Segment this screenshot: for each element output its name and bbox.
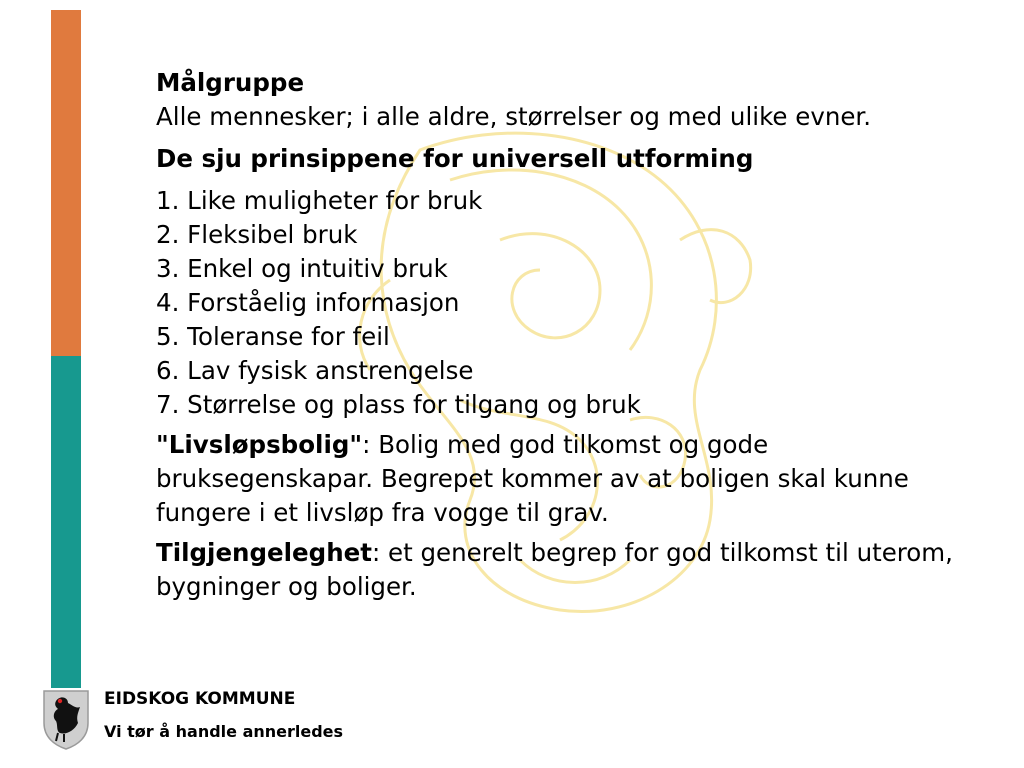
target-group-heading: Målgruppe (156, 68, 305, 97)
principles-list (156, 184, 956, 422)
decorative-bar-orange (51, 10, 81, 356)
organization-name: EIDSKOG KOMMUNE (104, 689, 296, 709)
principle-item: 1. Like muligheter for bruk (156, 186, 483, 215)
lifecycle-definition (156, 428, 956, 530)
organization-slogan: Vi tør å handle annerledes (104, 722, 344, 741)
lifecycle-term: "Livsløpsbolig" (156, 430, 363, 459)
decorative-bar-teal (51, 356, 81, 688)
principle-item: 4. Forståelig informasjon (156, 288, 460, 317)
target-group-text: Alle mennesker; i alle aldre, størrelser og med ulike evner. (156, 102, 872, 131)
accessibility-term: Tilgjengeleghet (156, 538, 372, 567)
principle-item: 2. Fleksibel bruk (156, 220, 358, 249)
principle-item: 3. Enkel og intuitiv bruk (156, 254, 448, 283)
coat-of-arms-grouse-icon (42, 689, 90, 751)
slide-body (156, 66, 956, 604)
principle-item: 6. Lav fysisk anstrengelse (156, 356, 474, 385)
accessibility-text: : et generelt begrep for god tilkomst til uterom, bygninger og boliger. (156, 538, 953, 601)
principle-item: 5. Toleranse for feil (156, 322, 390, 351)
accessibility-definition (156, 536, 956, 604)
principle-item: 7. Størrelse og plass for tilgang og bruk (156, 390, 641, 419)
lifecycle-text: : Bolig med god tilkomst og gode bruksegenskapar. Begrepet kommer av at boligen skal kunne fungere i et livsløp fra vogge til grav. (156, 430, 909, 527)
principles-heading: De sju prinsippene for universell utforming (156, 144, 754, 173)
